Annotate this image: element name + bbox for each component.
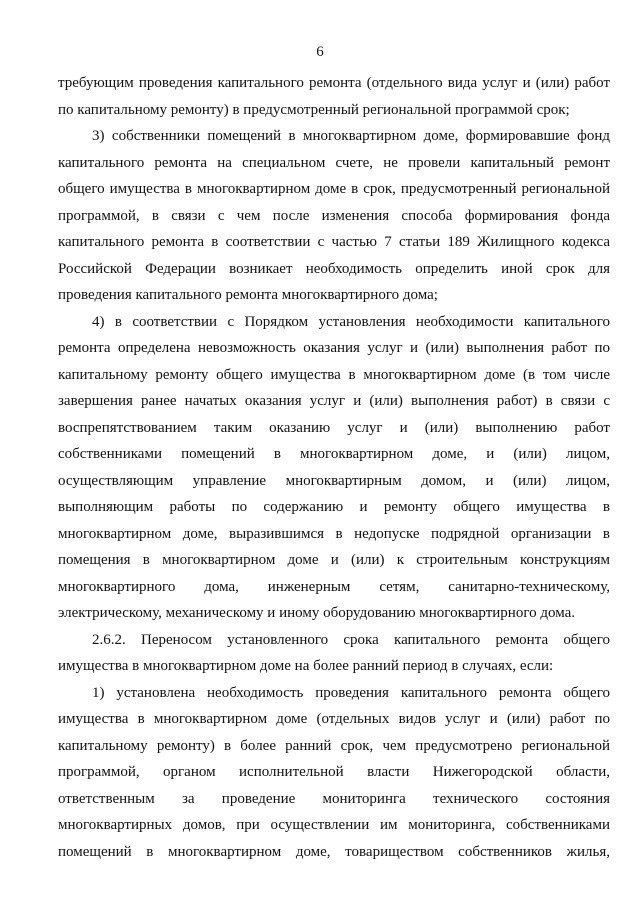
text-line: общего имущества в многоквартирном доме в срок, предусмотренный региональной — [58, 181, 610, 197]
text-line: программой, в связи с чем после изменения способа формирования фонда — [58, 207, 610, 224]
text-line: капитального ремонта на специальном счете, не провели капитальный ремонт — [58, 154, 610, 171]
text-line: осуществляющим управление многоквартирным домом, и (или) лицом, — [58, 472, 610, 489]
text-line: собственниками помещений в многоквартирном доме, и (или) лицом, — [58, 446, 610, 462]
text-line: 3) собственники помещений в многоквартирном доме, формировавшие фонд — [92, 128, 610, 144]
text-line: электрическому, механическому и иному оборудованию многоквартирного дома. — [58, 605, 575, 621]
text-line: многоквартирного дома, инженерным сетям, санитарно-техническому, — [58, 578, 610, 595]
text-line: программой, органом исполнительной власти Нижегородской области, — [58, 764, 610, 780]
text-line: требующим проведения капитального ремонта (отдельного вида услуг и (или) работ — [58, 75, 610, 91]
text-line: Российской Федерации возникает необходимость определить иной срок для — [58, 260, 610, 277]
text-line: капитального ремонта в соответствии с частью 7 статьи 189 Жилищного кодекса — [58, 234, 610, 250]
text-line: завершения ранее начатых оказания услуг и (или) выполнения работ) в связи с — [58, 393, 610, 409]
text-line: помещения в многоквартирном доме и (или) к строительным конструкциям — [58, 552, 610, 568]
text-line: 2.6.2. Переносом установленного срока капитального ремонта общего — [92, 631, 610, 648]
text-line: капитальному ремонту) в более ранний срок, чем предусмотрено региональной — [58, 737, 610, 754]
text-line: капитальному ремонту общего имущества в многоквартирном доме (в том числе — [58, 366, 610, 383]
text-line: 4) в соответствии с Порядком установления необходимости капитального — [92, 313, 610, 330]
page-number: 6 — [316, 44, 324, 60]
text-line: проведения капитального ремонта многоквартирного дома; — [58, 287, 438, 303]
text-line: многоквартирном доме, выразившимся в недопуске подрядной организации в — [58, 525, 610, 542]
text-line: ремонта определена невозможность оказания услуг и (или) выполнения работ по — [58, 340, 610, 356]
text-line: выполняющим работы по содержанию и ремонту общего имущества в — [58, 499, 610, 515]
text-line: помещений в многоквартирном доме, товариществом собственников жилья, — [58, 843, 610, 860]
text-line: многоквартирных домов, при осуществлении им мониторинга, собственниками — [58, 817, 610, 833]
document-body — [58, 70, 610, 865]
text-line: 1) установлена необходимость проведения капитального ремонта общего — [92, 684, 610, 701]
text-line: ответственным за проведение мониторинга технического состояния — [58, 790, 610, 807]
text-line: имущества в многоквартирном доме на более ранний период в случаях, если: — [58, 658, 554, 674]
text-line: по капитальному ремонту) в предусмотренный региональной программой срок; — [58, 101, 570, 118]
text-line: имущества в многоквартирном доме (отдельных видов услуг и (или) работ по — [58, 711, 610, 727]
text-line: воспрепятствованием таким оказанию услуг и (или) выполнению работ — [58, 419, 610, 436]
